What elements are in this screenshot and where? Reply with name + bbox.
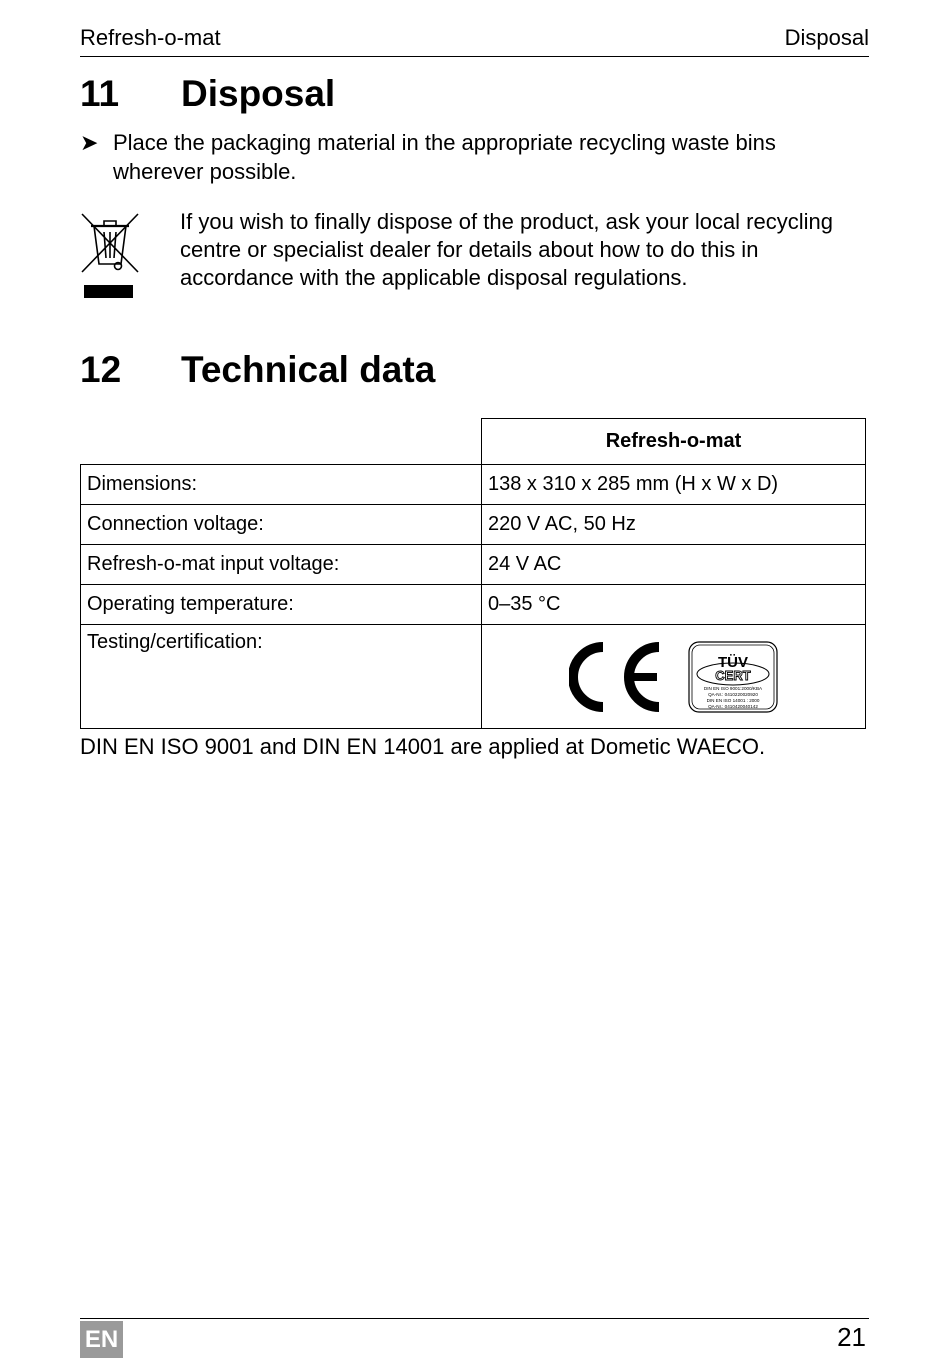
section-12-number: 12 <box>80 349 122 390</box>
tuv-cert-line: QA-Nr.: 0410220020920 <box>708 691 759 697</box>
footer-rule <box>80 1318 869 1319</box>
language-badge: EN <box>80 1321 123 1358</box>
cert-text: CERT <box>715 667 751 683</box>
tuv-cert-line: DIN EN ISO 14001 : 2000 <box>706 697 760 703</box>
row-label: Testing/certification: <box>81 625 482 729</box>
row-value: 220 V AC, 50 Hz <box>482 505 866 545</box>
table-header-row <box>81 419 866 465</box>
row-value: 138 x 310 x 285 mm (H x W x D) <box>482 465 866 505</box>
table-column-header: Refresh-o-mat <box>482 419 866 465</box>
technical-data-table <box>80 418 866 729</box>
table-row <box>81 585 866 625</box>
iso-standards-note: DIN EN ISO 9001 and DIN EN 14001 are applied at Dometic WAECO. <box>80 734 766 759</box>
ce-mark-icon <box>569 641 669 713</box>
certification-marks <box>482 625 866 729</box>
row-value: 24 V AC <box>482 545 866 585</box>
tuv-cert-logo <box>688 641 778 713</box>
row-label: Refresh-o-mat input voltage: <box>81 545 482 585</box>
tuv-cert-line: DIN EN ISO 9001:2000/KBA <box>704 685 763 691</box>
table-row-certification <box>81 625 866 729</box>
crossed-out-wheelie-bin-icon <box>80 210 140 302</box>
arrow-bullet-icon: ➤ <box>80 130 99 155</box>
header-product-name: Refresh-o-mat <box>80 25 221 50</box>
row-label: Connection voltage: <box>81 505 482 545</box>
packaging-instruction-text: Place the packaging material in the appropriate recycling waste bins wherever possible. <box>113 130 776 184</box>
section-11-title: Disposal <box>181 73 336 114</box>
header-chapter-name: Disposal <box>784 25 869 50</box>
disposal-instruction-text: If you wish to finally dispose of the product, ask your local recycling centre or specialist dealer for details about how to do this in accordance with the applicable disposal regulations. <box>180 209 833 290</box>
running-header <box>80 24 869 57</box>
table-corner-cell <box>81 419 482 465</box>
table-row <box>81 545 866 585</box>
section-11-number: 11 <box>80 73 120 114</box>
table-row <box>81 465 866 505</box>
tuv-cert-line: QA-Nr.: 0410420040142 <box>708 703 759 709</box>
row-label: Dimensions: <box>81 465 482 505</box>
page-number: 21 <box>837 1322 866 1352</box>
table-row <box>81 505 866 545</box>
section-12-title: Technical data <box>181 349 436 390</box>
tuv-text: TÜV <box>718 653 749 671</box>
row-value: 0–35 °C <box>482 585 866 625</box>
row-label: Operating temperature: <box>81 585 482 625</box>
